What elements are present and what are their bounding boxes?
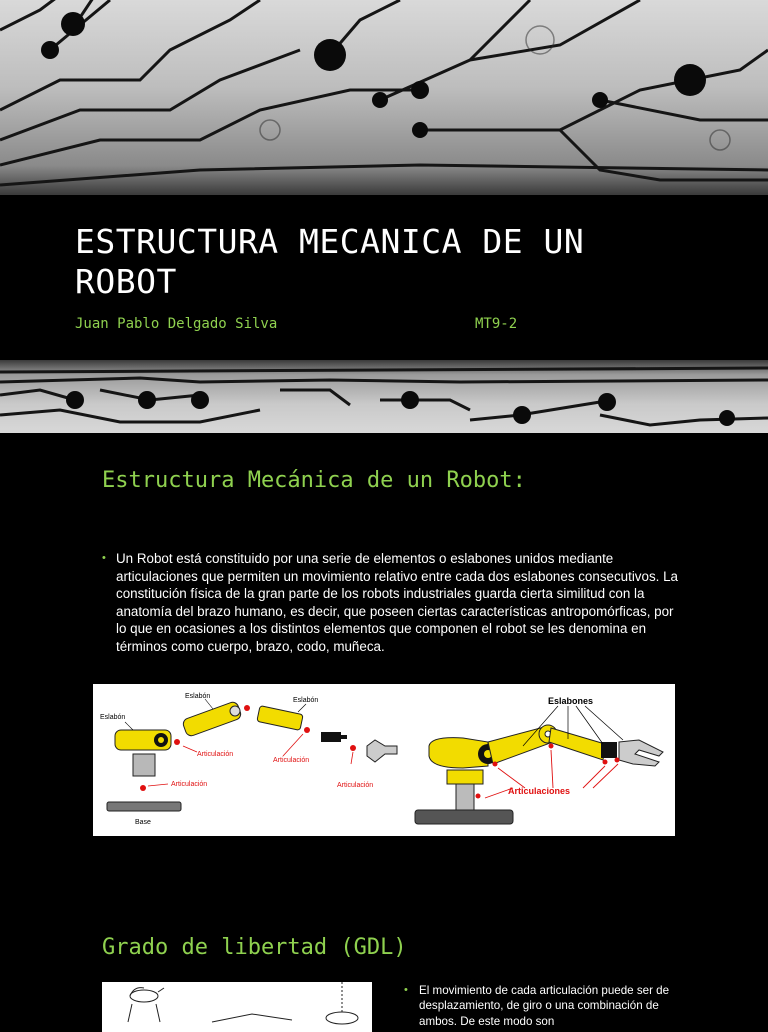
joint-markers xyxy=(140,705,356,791)
bullet-text: El movimiento de cada articulación puede ser de desplazamiento, de giro o una combinación de ambos. De este modo son xyxy=(419,984,670,1028)
section-heading-gdl: Grado de libertad (GDL) xyxy=(102,935,407,960)
author-name: Juan Pablo Delgado Silva xyxy=(75,316,278,332)
label-eslabon-3: Eslabón xyxy=(293,697,319,704)
robot-wrist xyxy=(601,742,617,758)
gdl-illustration xyxy=(102,982,372,1032)
assembled-robot xyxy=(415,696,663,824)
label-eslabon-1: Eslabón xyxy=(100,714,126,721)
presentation-title: ESTRUCTURA MECANICA DE UN ROBOT xyxy=(75,222,585,301)
robot-base xyxy=(415,810,513,824)
circuit-banner-top xyxy=(0,0,768,195)
structure-slide xyxy=(0,433,768,915)
label-articulacion-3: Articulación xyxy=(273,757,310,764)
gdl-bullet-list xyxy=(404,983,694,1029)
bullet-icon: • xyxy=(404,984,408,996)
exploded-robot xyxy=(100,693,397,826)
label-articulacion-4: Articulación xyxy=(337,782,374,789)
label-articulacion-2: Articulación xyxy=(171,781,208,788)
circuit-banner-bottom xyxy=(0,360,768,433)
label-articulacion-1: Articulación xyxy=(197,751,234,758)
wrist xyxy=(321,732,341,742)
robot-structure-diagram xyxy=(93,684,675,836)
bullet-icon: • xyxy=(102,552,106,564)
bullet-text: Un Robot está constituido por una serie de elementos o eslabones unidos mediante articulaciones que permiten un movimiento relativo entre cada dos eslabones consecutivos. La constitución física de la gran parte de los robots industriales guarda cierta similitud con la anatomía del brazo humano, es decir, que poseen ciertas características antropomórficas, por lo que en ocasiones a los distintos elementos que componen el robot se les denomina en términos como cuerpo, brazo, codo, muñeca. xyxy=(116,551,678,654)
robot-arm-illustration xyxy=(93,684,675,836)
robot-gripper xyxy=(619,740,663,766)
label-eslabones: Eslabones xyxy=(548,696,594,706)
group-code: MT9-2 xyxy=(475,316,518,332)
label-base: Base xyxy=(135,819,151,826)
label-eslabon-2: Eslabón xyxy=(185,693,211,700)
bullet-list xyxy=(102,550,680,656)
circuit-pattern-bottom xyxy=(0,360,768,433)
link-3 xyxy=(257,706,303,731)
bullet-item xyxy=(404,983,694,1029)
label-articulaciones: Articulaciones xyxy=(508,786,571,796)
circuit-pattern-top xyxy=(0,0,768,195)
gdl-slide xyxy=(0,915,768,1028)
section-heading: Estructura Mecánica de un Robot: xyxy=(102,468,526,493)
base-plate xyxy=(107,802,181,811)
base-column xyxy=(133,754,155,776)
gdl-sketch xyxy=(102,982,372,1032)
gripper xyxy=(367,740,397,762)
robot-arm-fore xyxy=(549,728,605,760)
bullet-item xyxy=(102,550,680,656)
cover-slide xyxy=(0,0,768,433)
